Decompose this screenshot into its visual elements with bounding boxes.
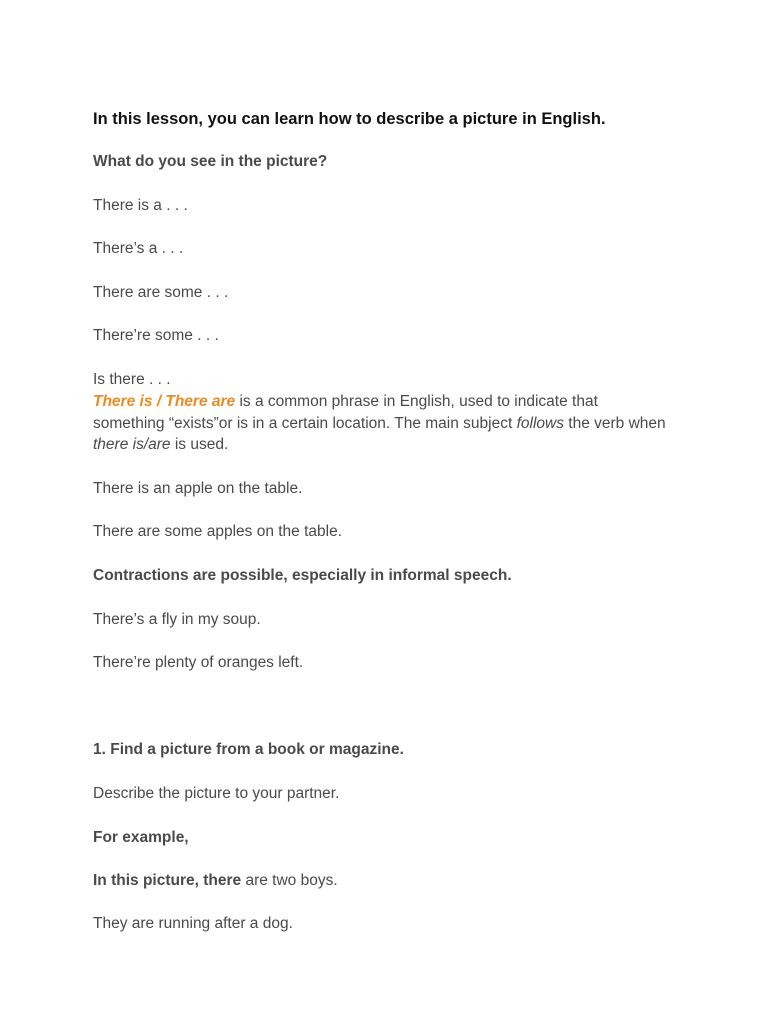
example-sentence-2: They are running after a dog. — [93, 915, 293, 932]
explanation-paragraph — [93, 391, 668, 456]
example-heading: For example, — [93, 829, 189, 846]
phrase-is-there: Is there . . . — [93, 371, 171, 388]
phrase-there-are: There are some . . . — [93, 284, 229, 301]
phrase-therere: There’re some . . . — [93, 327, 219, 344]
example-sentence — [93, 872, 338, 890]
explanation-text-1: is a common phrase in English, used to indicate that something “exists”or is in a certain location. The main subject — [93, 393, 598, 432]
contractions-heading: Contractions are possible, especially in informal speech. — [93, 567, 512, 584]
contraction-example-oranges: There’re plenty of oranges left. — [93, 654, 304, 671]
task-heading: 1. Find a picture from a book or magazine. — [93, 741, 404, 758]
example-sentence-rest: are two boys. — [241, 872, 338, 889]
explanation-text-3: is used. — [170, 436, 229, 453]
task-instruction: Describe the picture to your partner. — [93, 785, 340, 802]
question-heading: What do you see in the picture? — [93, 153, 328, 170]
contraction-example-fly: There’s a fly in my soup. — [93, 611, 261, 628]
phrase-theres: There’s a . . . — [93, 240, 184, 257]
explanation-text-2: the verb when — [563, 414, 666, 432]
example-apples: There are some apples on the table. — [93, 523, 343, 540]
explanation-there-is-are: there is/are — [93, 436, 171, 453]
highlight-phrase: There is / There are — [93, 393, 236, 410]
lesson-title: In this lesson, you can learn how to describe a picture in English. — [93, 110, 606, 128]
example-apple: There is an apple on the table. — [93, 480, 303, 497]
explanation-follows: follows — [516, 414, 564, 432]
example-sentence-bold: In this picture, there — [93, 872, 242, 889]
phrase-there-is: There is a . . . — [93, 197, 188, 214]
